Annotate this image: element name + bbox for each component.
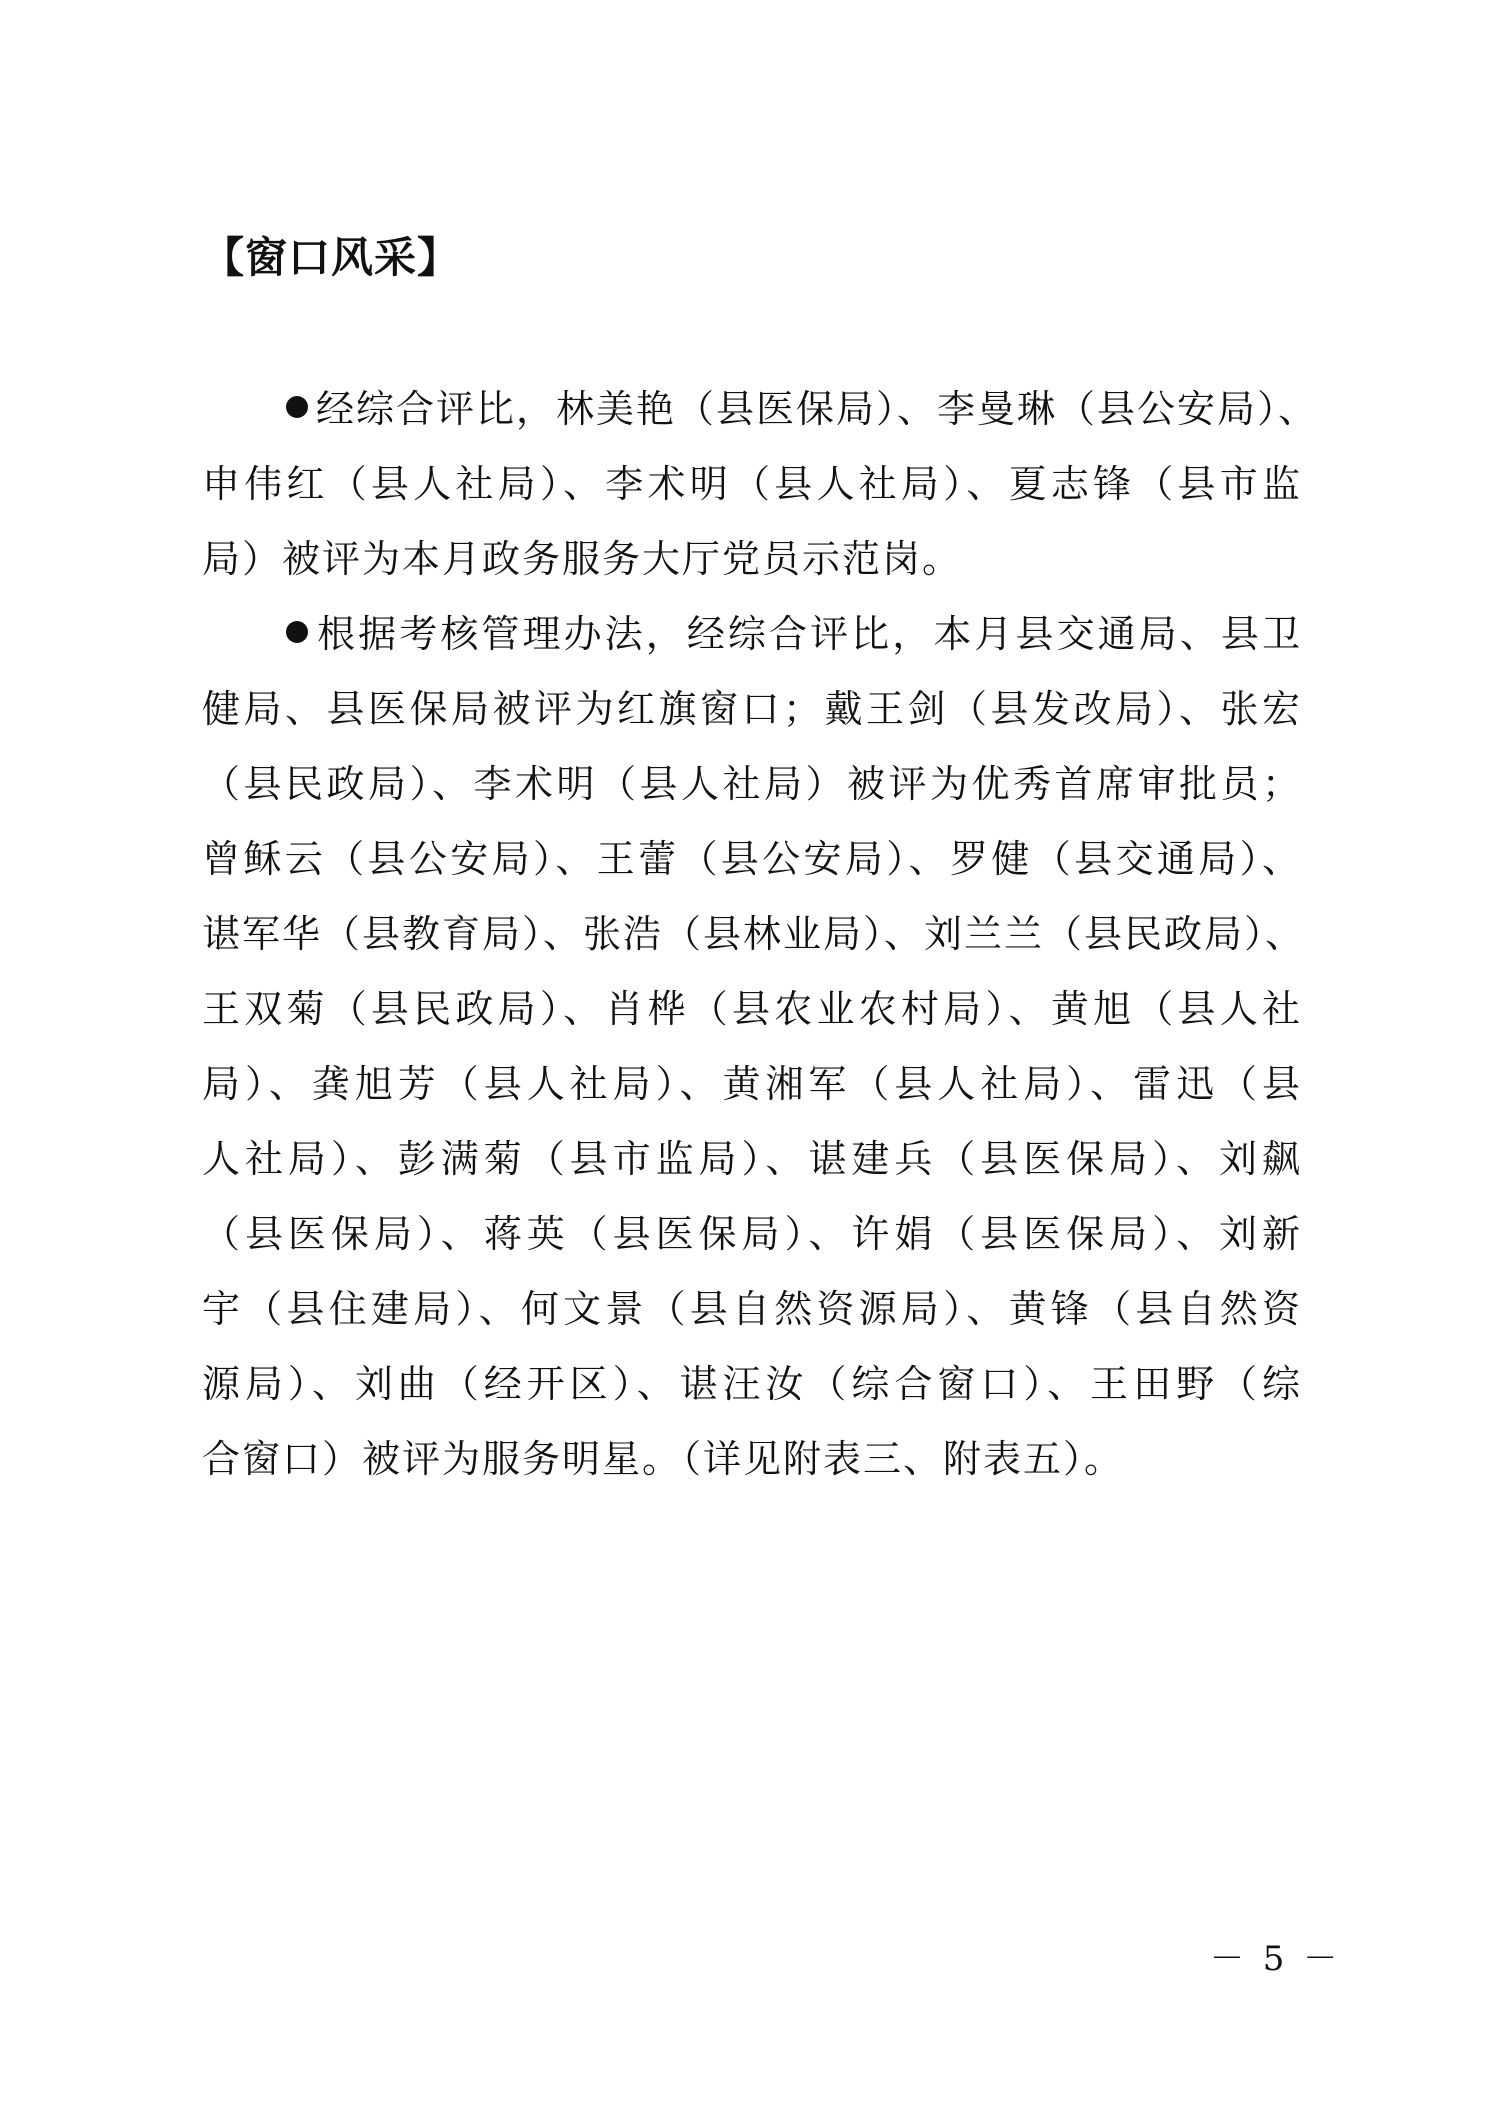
paragraph-line: 曾稣云（县公安局）、王蕾（县公安局）、罗健（县交通局）、: [202, 837, 1302, 881]
paragraph-line: 谌军华（县教育局）、张浩（县林业局）、刘兰兰（县民政局）、: [202, 912, 1306, 956]
paragraph-line: 根据考核管理办法，经综合评比，本月县交通局、县卫: [202, 597, 1302, 672]
paragraph-party-member-posts: [202, 372, 1319, 597]
paragraph-line: 健局、县医保局被评为红旗窗口；戴王剑（县发改局）、张宏: [202, 687, 1302, 731]
paragraph-line: 经综合评比，林美艳（县医保局）、李曼琳（县公安局）、: [202, 372, 1302, 447]
bullet-icon: [286, 621, 308, 643]
section-title: 【窗口风采】: [202, 233, 461, 282]
paragraph-line: 宇（县住建局）、何文景（县自然资源局）、黄锋（县自然资: [202, 1287, 1302, 1331]
paragraph-line: 申伟红（县人社局）、李术明（县人社局）、夏志锋（县市监: [202, 462, 1302, 506]
paragraph-service-awards: [202, 597, 1306, 1497]
paragraph-line: 合窗口）被评为服务明星。（详见附表三、附表五）。: [202, 1437, 1125, 1481]
paragraph-line: （县民政局）、李术明（县人社局）被评为优秀首席审批员；: [202, 762, 1302, 806]
paragraph-line: 王双菊（县民政局）、肖桦（县农业农村局）、黄旭（县人社: [202, 987, 1302, 1031]
paragraph-line: 源局）、刘曲（经开区）、谌汪汝（综合窗口）、王田野（综: [202, 1362, 1302, 1406]
paragraph-line: 人社局）、彭满菊（县市监局）、谌建兵（县医保局）、刘飙: [202, 1137, 1302, 1181]
paragraph-line: 局）被评为本月政务服务大厅党员示范岗。: [202, 537, 963, 581]
page-number: － 5 －: [1210, 1939, 1342, 1979]
bullet-icon: [286, 396, 308, 418]
paragraph-line: 局）、龚旭芳（县人社局）、黄湘军（县人社局）、雷迅（县: [202, 1062, 1302, 1106]
paragraph-line: （县医保局）、蒋英（县医保局）、许娟（县医保局）、刘新: [202, 1212, 1302, 1256]
